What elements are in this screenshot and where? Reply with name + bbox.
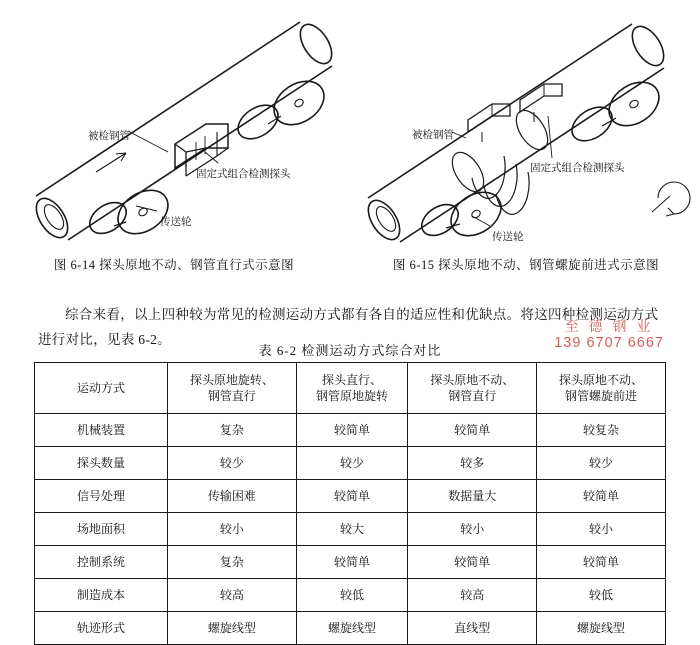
row-cell: 螺旋线型: [537, 612, 666, 645]
row-cell: 传输困难: [168, 480, 297, 513]
row-cell: 较低: [296, 579, 407, 612]
figure-6-14-label-1: 固定式组合检测探头: [196, 168, 291, 180]
row-cell: 较简单: [296, 414, 407, 447]
table-header-cell-2: 探头直行、 钢管原地旋转: [296, 363, 407, 414]
table-row: [35, 513, 666, 546]
row-cell: 直线型: [408, 612, 537, 645]
table-header-row: [35, 363, 666, 414]
table-header-cell-1: 探头原地旋转、 钢管直行: [168, 363, 297, 414]
row-cell: 螺旋线型: [168, 612, 297, 645]
table-row: [35, 579, 666, 612]
row-cell: 较简单: [296, 480, 407, 513]
comparison-table: [34, 362, 666, 645]
row-cell: 螺旋线型: [296, 612, 407, 645]
figures-area: [0, 0, 700, 272]
row-label: 探头数量: [35, 447, 168, 480]
row-cell: 较少: [537, 447, 666, 480]
table-title: 表 6-2 检测运动方式综合对比: [258, 343, 442, 358]
row-cell: 较少: [168, 447, 297, 480]
row-cell: 复杂: [168, 414, 297, 447]
row-cell: 较复杂: [537, 414, 666, 447]
table-header-cell-4: 探头原地不动、 钢管螺旋前进: [537, 363, 666, 414]
row-cell: 较简单: [408, 414, 537, 447]
table-row: [35, 612, 666, 645]
figure-6-14-label-0: 被检钢管: [88, 130, 130, 142]
figure-6-15: [352, 0, 700, 272]
table-header-cell-0: 运动方式: [35, 363, 168, 414]
figure-6-15-label-0: 被检钢管: [412, 129, 454, 141]
row-cell: 较小: [537, 513, 666, 546]
table-row: [35, 414, 666, 447]
body-paragraph: 综合来看，以上四种较为常见的检测运动方式都有各自的适应性和优缺点。将这四种检测运动方式进行对比，见表 6-2。: [38, 306, 659, 347]
row-label: 场地面积: [35, 513, 168, 546]
row-label: 制造成本: [35, 579, 168, 612]
row-label: 信号处理: [35, 480, 168, 513]
figure-6-14: [0, 0, 348, 272]
row-cell: 较多: [408, 447, 537, 480]
row-cell: 较低: [537, 579, 666, 612]
watermark-phone: 139 6707 6667: [554, 335, 664, 351]
figure-6-15-label-1: 固定式组合检测探头: [530, 162, 625, 174]
watermark-company: 至 德 钢 业: [564, 318, 654, 334]
row-cell: 较简单: [537, 546, 666, 579]
row-cell: 较高: [168, 579, 297, 612]
row-label: 机械装置: [35, 414, 168, 447]
row-cell: 较简单: [296, 546, 407, 579]
table-row: [35, 480, 666, 513]
table-row: [35, 447, 666, 480]
figure-6-15-drawing: [352, 0, 700, 250]
figure-6-15-caption: 图 6-15 探头原地不动、钢管螺旋前进式示意图: [392, 258, 660, 272]
row-label: 轨迹形式: [35, 612, 168, 645]
row-cell: 较大: [296, 513, 407, 546]
table-header-cell-3: 探头原地不动、 钢管直行: [408, 363, 537, 414]
row-cell: 较少: [296, 447, 407, 480]
row-cell: 较简单: [537, 480, 666, 513]
row-label: 控制系统: [35, 546, 168, 579]
row-cell: 较简单: [408, 546, 537, 579]
figure-6-14-caption: 图 6-14 探头原地不动、钢管直行式示意图: [53, 258, 295, 272]
row-cell: 数据量大: [408, 480, 537, 513]
row-cell: 复杂: [168, 546, 297, 579]
row-cell: 较高: [408, 579, 537, 612]
row-cell: 较小: [408, 513, 537, 546]
figure-6-15-label-2: 传送轮: [492, 231, 524, 243]
table-row: [35, 546, 666, 579]
figure-6-14-label-2: 传送轮: [160, 216, 192, 228]
row-cell: 较小: [168, 513, 297, 546]
figure-6-14-drawing: [0, 0, 348, 250]
